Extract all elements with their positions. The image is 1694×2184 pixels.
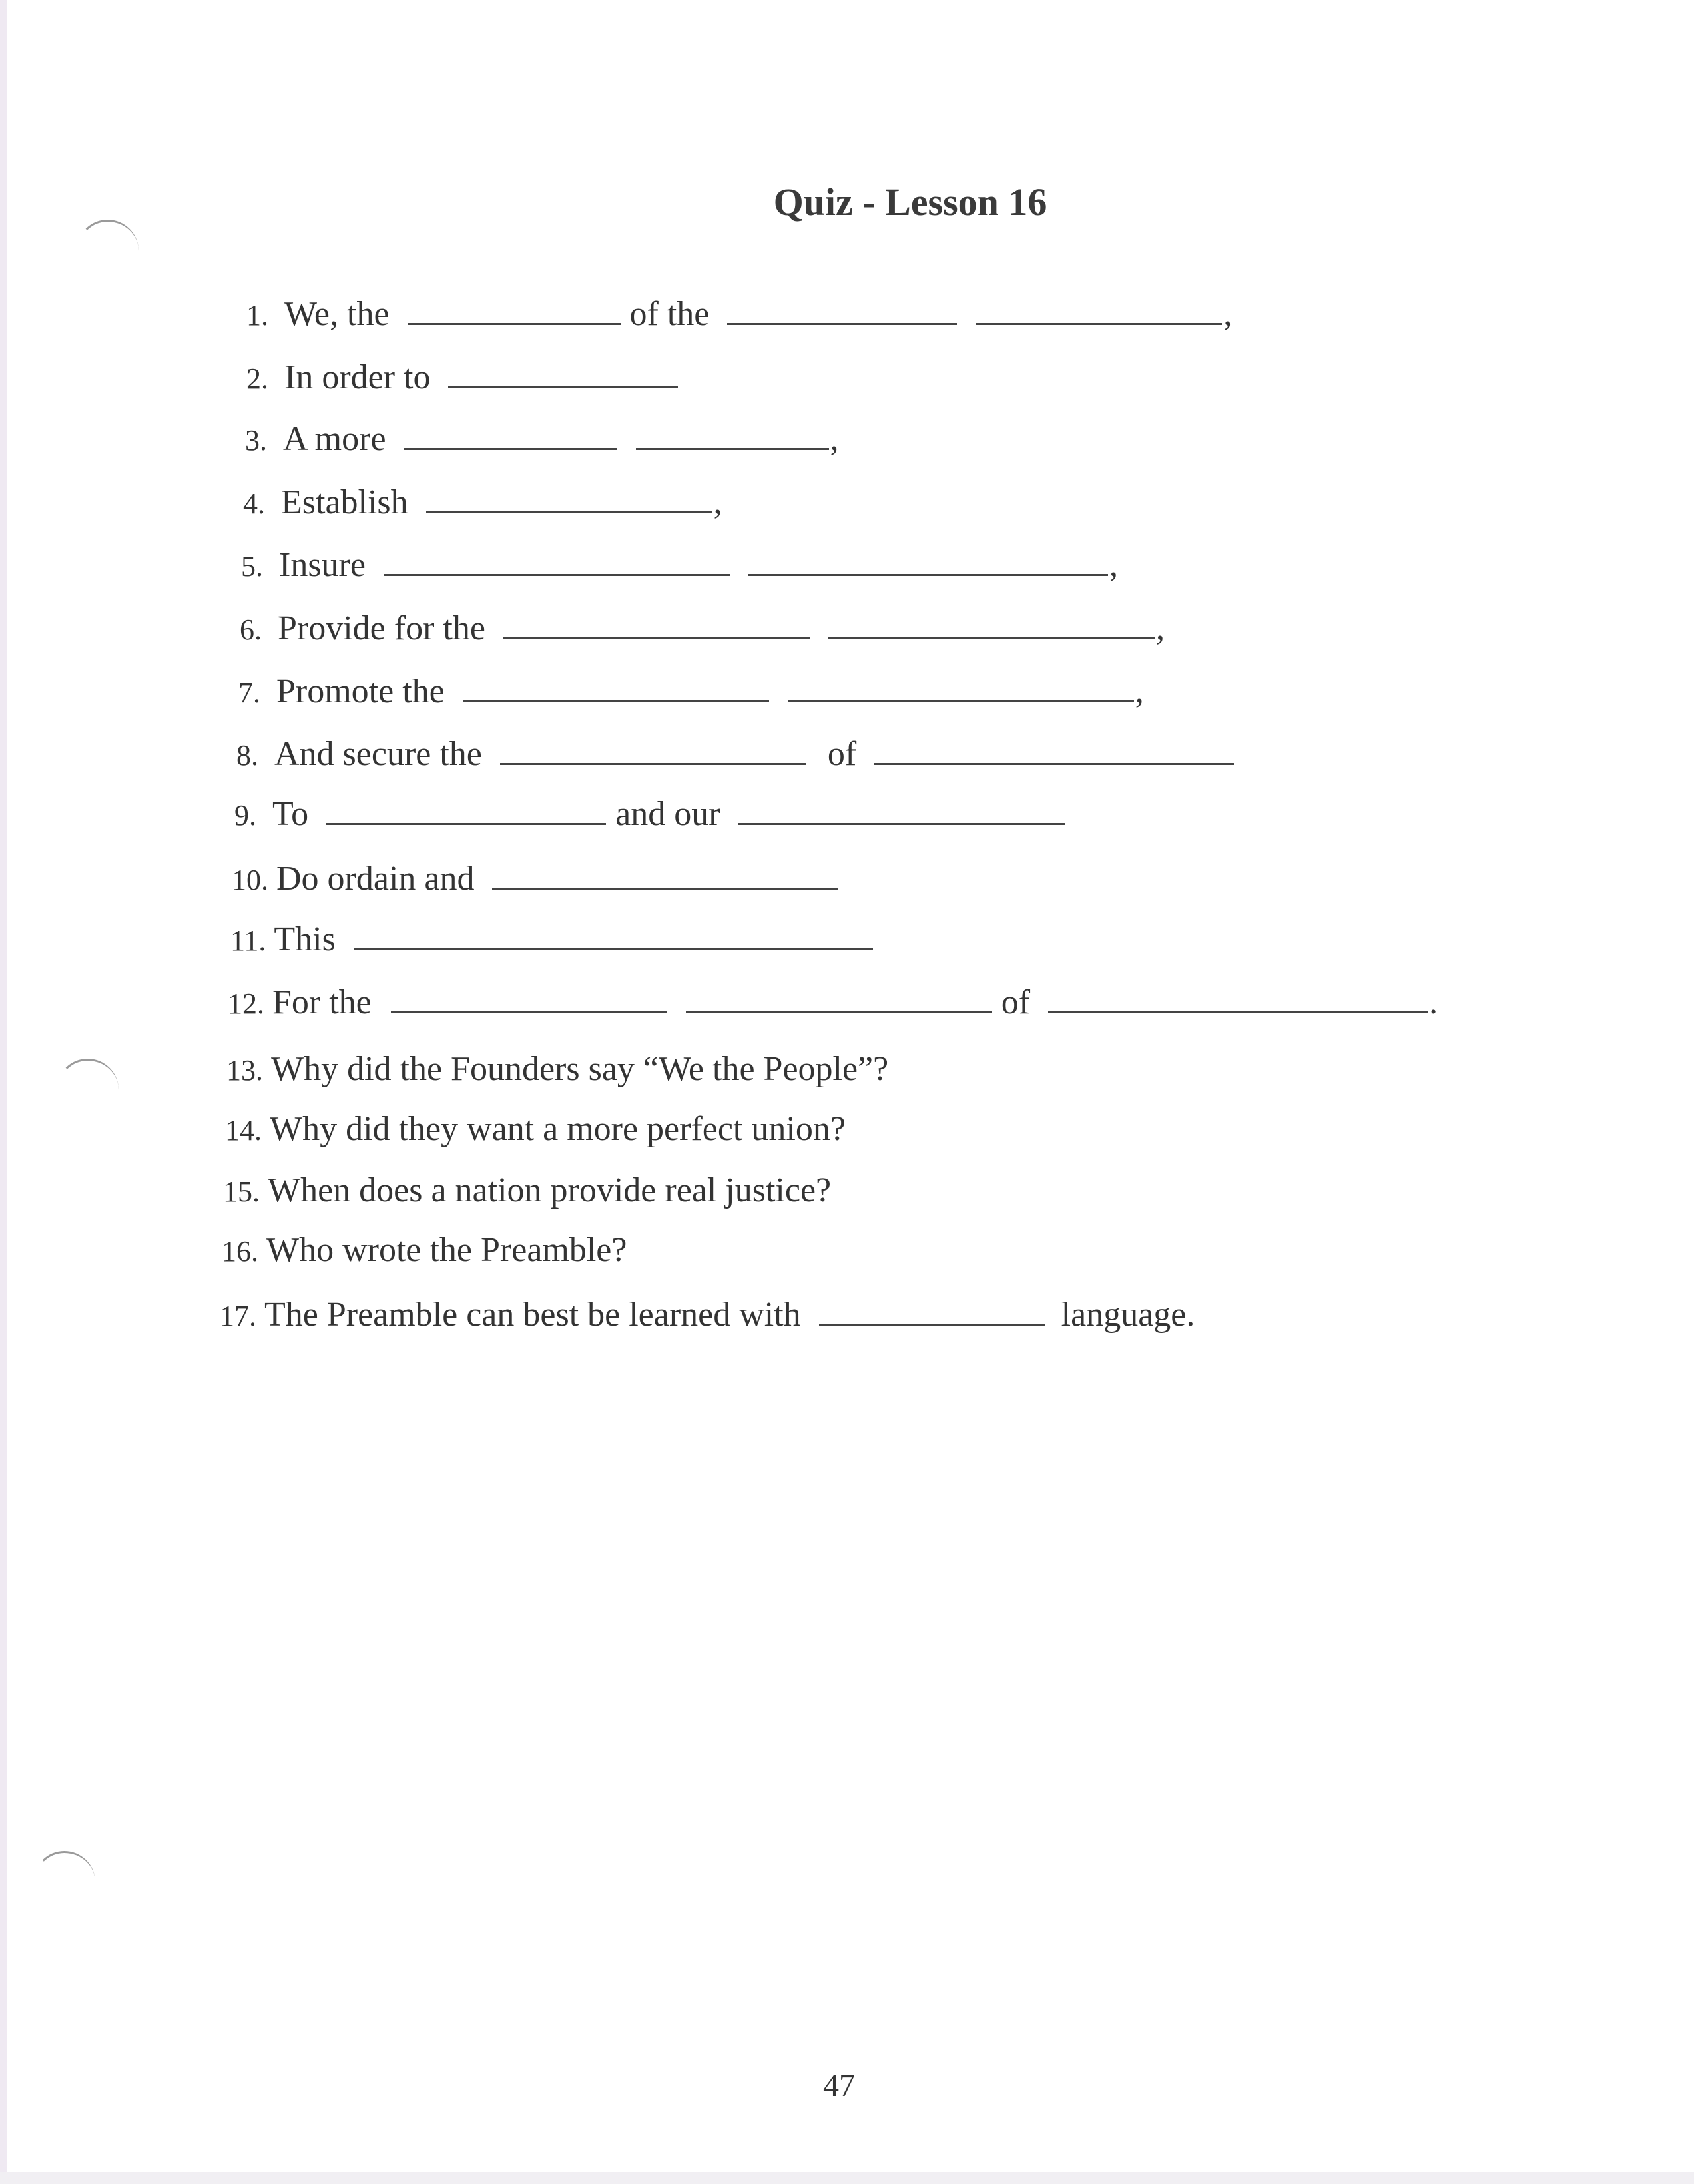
answer-blank[interactable] bbox=[1048, 985, 1428, 1013]
question-text: Establish bbox=[281, 483, 408, 521]
answer-blank[interactable] bbox=[326, 796, 606, 825]
question-text: Do ordain and bbox=[276, 860, 475, 898]
punctuation: , bbox=[1155, 609, 1165, 647]
answer-blank[interactable] bbox=[788, 674, 1134, 702]
question-number: 12. bbox=[228, 987, 264, 1020]
question-text: of bbox=[1001, 983, 1031, 1021]
question-number: 9. bbox=[234, 799, 256, 832]
question-13 bbox=[226, 1052, 888, 1087]
question-text: To bbox=[272, 795, 309, 833]
answer-blank[interactable] bbox=[426, 485, 712, 513]
question-text: Promote the bbox=[276, 673, 445, 710]
question-15 bbox=[223, 1173, 831, 1208]
answer-blank[interactable] bbox=[819, 1297, 1045, 1326]
question-1 bbox=[246, 296, 1232, 332]
question-number: 11. bbox=[230, 924, 266, 957]
question-number: 13. bbox=[226, 1054, 263, 1087]
question-number: 15. bbox=[223, 1175, 260, 1208]
question-number: 14. bbox=[225, 1114, 262, 1147]
question-text: When does a nation provide real justice? bbox=[268, 1171, 832, 1209]
page-title: Quiz - Lesson 16 bbox=[773, 180, 1047, 224]
question-text: of the bbox=[629, 295, 710, 333]
question-14 bbox=[225, 1112, 846, 1147]
question-number: 2. bbox=[246, 362, 268, 395]
question-text: Who wrote the Preamble? bbox=[266, 1231, 627, 1269]
question-text: For the bbox=[272, 983, 372, 1021]
answer-blank[interactable] bbox=[874, 736, 1234, 765]
answer-blank[interactable] bbox=[727, 296, 957, 325]
punctuation: , bbox=[1223, 295, 1233, 333]
question-number: 3. bbox=[245, 424, 267, 457]
answer-blank[interactable] bbox=[976, 296, 1222, 325]
question-4 bbox=[243, 485, 722, 520]
question-16 bbox=[222, 1233, 627, 1268]
question-9 bbox=[234, 796, 1074, 832]
question-number: 16. bbox=[222, 1235, 258, 1268]
answer-blank[interactable] bbox=[636, 421, 829, 450]
page-edge-left bbox=[0, 0, 7, 2184]
answer-blank[interactable] bbox=[354, 922, 873, 950]
question-text: This bbox=[274, 920, 336, 958]
question-text: Why did the Founders say “We the People”? bbox=[271, 1050, 889, 1088]
punctuation: , bbox=[830, 420, 839, 458]
punch-hole-top bbox=[77, 220, 139, 282]
question-17 bbox=[220, 1297, 1195, 1332]
answer-blank[interactable] bbox=[500, 736, 806, 765]
question-text: Provide for the bbox=[278, 609, 485, 647]
question-text: Insure bbox=[279, 546, 366, 584]
punctuation: , bbox=[1135, 673, 1144, 710]
question-number: 4. bbox=[243, 487, 265, 520]
answer-blank[interactable] bbox=[748, 547, 1108, 576]
question-7 bbox=[238, 674, 1144, 709]
question-number: 10. bbox=[232, 864, 268, 896]
question-number: 6. bbox=[240, 613, 262, 646]
question-text: We, the bbox=[284, 295, 390, 333]
answer-blank[interactable] bbox=[828, 611, 1155, 639]
page-edge-bottom bbox=[0, 2172, 1694, 2184]
punch-hole-bottom bbox=[33, 1851, 95, 1913]
answer-blank[interactable] bbox=[686, 985, 992, 1013]
answer-blank[interactable] bbox=[448, 360, 678, 388]
question-6 bbox=[240, 611, 1165, 646]
question-12 bbox=[228, 985, 1438, 1020]
answer-blank[interactable] bbox=[384, 547, 730, 576]
question-8 bbox=[236, 736, 1243, 772]
answer-blank[interactable] bbox=[503, 611, 810, 639]
punctuation: , bbox=[1109, 546, 1118, 584]
question-text: Why did they want a more perfect union? bbox=[270, 1110, 846, 1148]
page-number: 47 bbox=[823, 2068, 855, 2103]
question-text: And secure the bbox=[274, 735, 482, 773]
question-number: 7. bbox=[238, 677, 260, 709]
answer-blank[interactable] bbox=[408, 296, 621, 325]
answer-blank[interactable] bbox=[463, 674, 769, 702]
punch-hole-middle bbox=[57, 1059, 119, 1121]
answer-blank[interactable] bbox=[391, 985, 667, 1013]
question-number: 8. bbox=[236, 739, 258, 772]
question-11 bbox=[230, 922, 882, 957]
question-2 bbox=[246, 360, 687, 395]
punctuation: , bbox=[713, 483, 722, 521]
answer-blank[interactable] bbox=[492, 861, 838, 890]
question-text: A more bbox=[283, 420, 386, 458]
question-10 bbox=[232, 861, 848, 896]
question-number: 1. bbox=[246, 299, 268, 332]
punctuation: . bbox=[1429, 983, 1438, 1021]
question-3 bbox=[245, 421, 839, 457]
question-text: In order to bbox=[284, 358, 431, 396]
answer-blank[interactable] bbox=[738, 796, 1065, 825]
question-text: language. bbox=[1061, 1296, 1195, 1334]
question-number: 17. bbox=[220, 1300, 256, 1332]
question-number: 5. bbox=[241, 550, 263, 583]
question-text: of bbox=[827, 735, 857, 773]
question-5 bbox=[241, 547, 1118, 583]
answer-blank[interactable] bbox=[404, 421, 617, 450]
question-text: The Preamble can best be learned with bbox=[264, 1296, 801, 1334]
question-text: and our bbox=[615, 795, 720, 833]
